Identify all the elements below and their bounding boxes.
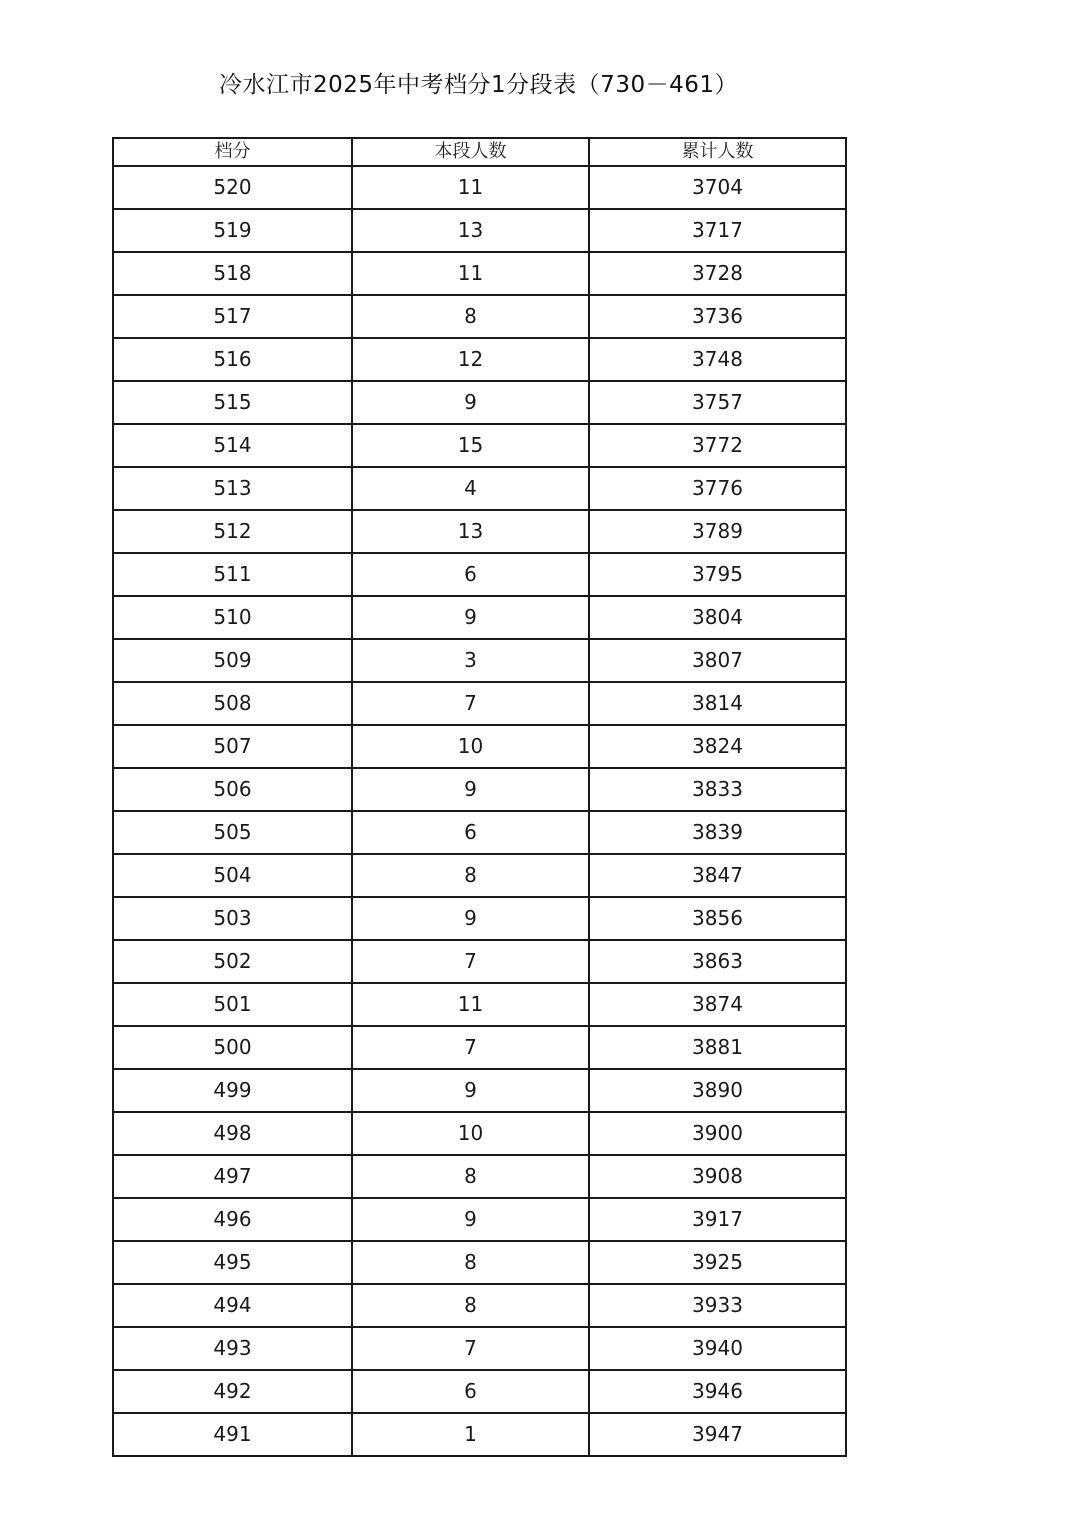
- cell-cumulative-count: 3881: [589, 1026, 846, 1069]
- cell-cumulative-count: 3933: [589, 1284, 846, 1327]
- cell-cumulative-count: 3776: [589, 467, 846, 510]
- table-row: [113, 424, 846, 467]
- cell-segment-count: 13: [352, 510, 589, 553]
- cell-cumulative-count: 3856: [589, 897, 846, 940]
- cell-segment-count: 13: [352, 209, 589, 252]
- table-row: [113, 983, 846, 1026]
- table-row: [113, 1198, 846, 1241]
- cell-segment-count: 8: [352, 295, 589, 338]
- cell-cumulative-count: 3757: [589, 381, 846, 424]
- cell-cumulative-count: 3900: [589, 1112, 846, 1155]
- table-row: [113, 467, 846, 510]
- cell-segment-count: 11: [352, 166, 589, 209]
- cell-segment-count: 7: [352, 1327, 589, 1370]
- cell-score: 514: [113, 424, 352, 467]
- table-row: [113, 252, 846, 295]
- table-row: [113, 338, 846, 381]
- table-row: [113, 1413, 846, 1456]
- cell-cumulative-count: 3925: [589, 1241, 846, 1284]
- cell-segment-count: 10: [352, 725, 589, 768]
- table-row: [113, 897, 846, 940]
- cell-segment-count: 9: [352, 768, 589, 811]
- cell-segment-count: 7: [352, 1026, 589, 1069]
- table-row: [113, 596, 846, 639]
- cell-cumulative-count: 3833: [589, 768, 846, 811]
- cell-score: 500: [113, 1026, 352, 1069]
- cell-score: 497: [113, 1155, 352, 1198]
- cell-score: 519: [113, 209, 352, 252]
- table-row: [113, 725, 846, 768]
- cell-cumulative-count: 3748: [589, 338, 846, 381]
- cell-cumulative-count: 3736: [589, 295, 846, 338]
- cell-score: 512: [113, 510, 352, 553]
- cell-score: 504: [113, 854, 352, 897]
- score-distribution-table: [112, 137, 847, 1457]
- cell-score: 516: [113, 338, 352, 381]
- cell-cumulative-count: 3947: [589, 1413, 846, 1456]
- cell-cumulative-count: 3946: [589, 1370, 846, 1413]
- table-row: [113, 1112, 846, 1155]
- cell-segment-count: 6: [352, 553, 589, 596]
- cell-score: 511: [113, 553, 352, 596]
- header-row: [113, 138, 846, 166]
- cell-cumulative-count: 3814: [589, 682, 846, 725]
- cell-score: 501: [113, 983, 352, 1026]
- cell-score: 494: [113, 1284, 352, 1327]
- cell-score: 506: [113, 768, 352, 811]
- cell-score: 507: [113, 725, 352, 768]
- cell-segment-count: 10: [352, 1112, 589, 1155]
- cell-segment-count: 7: [352, 940, 589, 983]
- table-row: [113, 381, 846, 424]
- cell-cumulative-count: 3789: [589, 510, 846, 553]
- table-body: [113, 166, 846, 1456]
- cell-segment-count: 4: [352, 467, 589, 510]
- table-row: [113, 639, 846, 682]
- cell-score: 493: [113, 1327, 352, 1370]
- cell-segment-count: 9: [352, 897, 589, 940]
- cell-score: 495: [113, 1241, 352, 1284]
- page-title: 冷水江市2025年中考档分1分段表（730－461）: [219, 72, 738, 98]
- cell-segment-count: 6: [352, 1370, 589, 1413]
- cell-cumulative-count: 3717: [589, 209, 846, 252]
- cell-cumulative-count: 3795: [589, 553, 846, 596]
- cell-cumulative-count: 3863: [589, 940, 846, 983]
- cell-score: 492: [113, 1370, 352, 1413]
- cell-cumulative-count: 3728: [589, 252, 846, 295]
- cell-segment-count: 9: [352, 1198, 589, 1241]
- cell-score: 515: [113, 381, 352, 424]
- table-row: [113, 811, 846, 854]
- cell-segment-count: 15: [352, 424, 589, 467]
- cell-score: 510: [113, 596, 352, 639]
- cell-cumulative-count: 3839: [589, 811, 846, 854]
- table-row: [113, 682, 846, 725]
- cell-segment-count: 7: [352, 682, 589, 725]
- table-row: [113, 854, 846, 897]
- table-row: [113, 1069, 846, 1112]
- cell-segment-count: 8: [352, 1241, 589, 1284]
- cell-score: 520: [113, 166, 352, 209]
- table-row: [113, 1370, 846, 1413]
- cell-segment-count: 8: [352, 1284, 589, 1327]
- cell-cumulative-count: 3704: [589, 166, 846, 209]
- cell-segment-count: 6: [352, 811, 589, 854]
- cell-cumulative-count: 3807: [589, 639, 846, 682]
- table-row: [113, 1155, 846, 1198]
- table-row: [113, 553, 846, 596]
- cell-score: 498: [113, 1112, 352, 1155]
- header-segment-count: 本段人数: [352, 138, 589, 166]
- table-row: [113, 940, 846, 983]
- cell-segment-count: 11: [352, 983, 589, 1026]
- cell-score: 499: [113, 1069, 352, 1112]
- cell-cumulative-count: 3890: [589, 1069, 846, 1112]
- cell-cumulative-count: 3772: [589, 424, 846, 467]
- table-row: [113, 510, 846, 553]
- table-row: [113, 209, 846, 252]
- table-row: [113, 1327, 846, 1370]
- cell-segment-count: 9: [352, 1069, 589, 1112]
- cell-segment-count: 11: [352, 252, 589, 295]
- table-row: [113, 1284, 846, 1327]
- cell-cumulative-count: 3824: [589, 725, 846, 768]
- cell-score: 505: [113, 811, 352, 854]
- cell-score: 518: [113, 252, 352, 295]
- header-score: 档分: [113, 138, 352, 166]
- cell-cumulative-count: 3940: [589, 1327, 846, 1370]
- cell-score: 513: [113, 467, 352, 510]
- cell-segment-count: 1: [352, 1413, 589, 1456]
- table-row: [113, 166, 846, 209]
- cell-segment-count: 8: [352, 1155, 589, 1198]
- cell-score: 503: [113, 897, 352, 940]
- header-cumulative-count: 累计人数: [589, 138, 846, 166]
- cell-segment-count: 3: [352, 639, 589, 682]
- table-row: [113, 1241, 846, 1284]
- cell-cumulative-count: 3847: [589, 854, 846, 897]
- cell-segment-count: 9: [352, 596, 589, 639]
- cell-segment-count: 9: [352, 381, 589, 424]
- cell-segment-count: 12: [352, 338, 589, 381]
- cell-score: 502: [113, 940, 352, 983]
- cell-score: 517: [113, 295, 352, 338]
- cell-cumulative-count: 3874: [589, 983, 846, 1026]
- cell-cumulative-count: 3917: [589, 1198, 846, 1241]
- table-row: [113, 768, 846, 811]
- cell-score: 509: [113, 639, 352, 682]
- cell-score: 508: [113, 682, 352, 725]
- cell-score: 496: [113, 1198, 352, 1241]
- table-row: [113, 295, 846, 338]
- cell-cumulative-count: 3908: [589, 1155, 846, 1198]
- table-row: [113, 1026, 846, 1069]
- cell-score: 491: [113, 1413, 352, 1456]
- cell-cumulative-count: 3804: [589, 596, 846, 639]
- cell-segment-count: 8: [352, 854, 589, 897]
- table-header: [113, 138, 846, 166]
